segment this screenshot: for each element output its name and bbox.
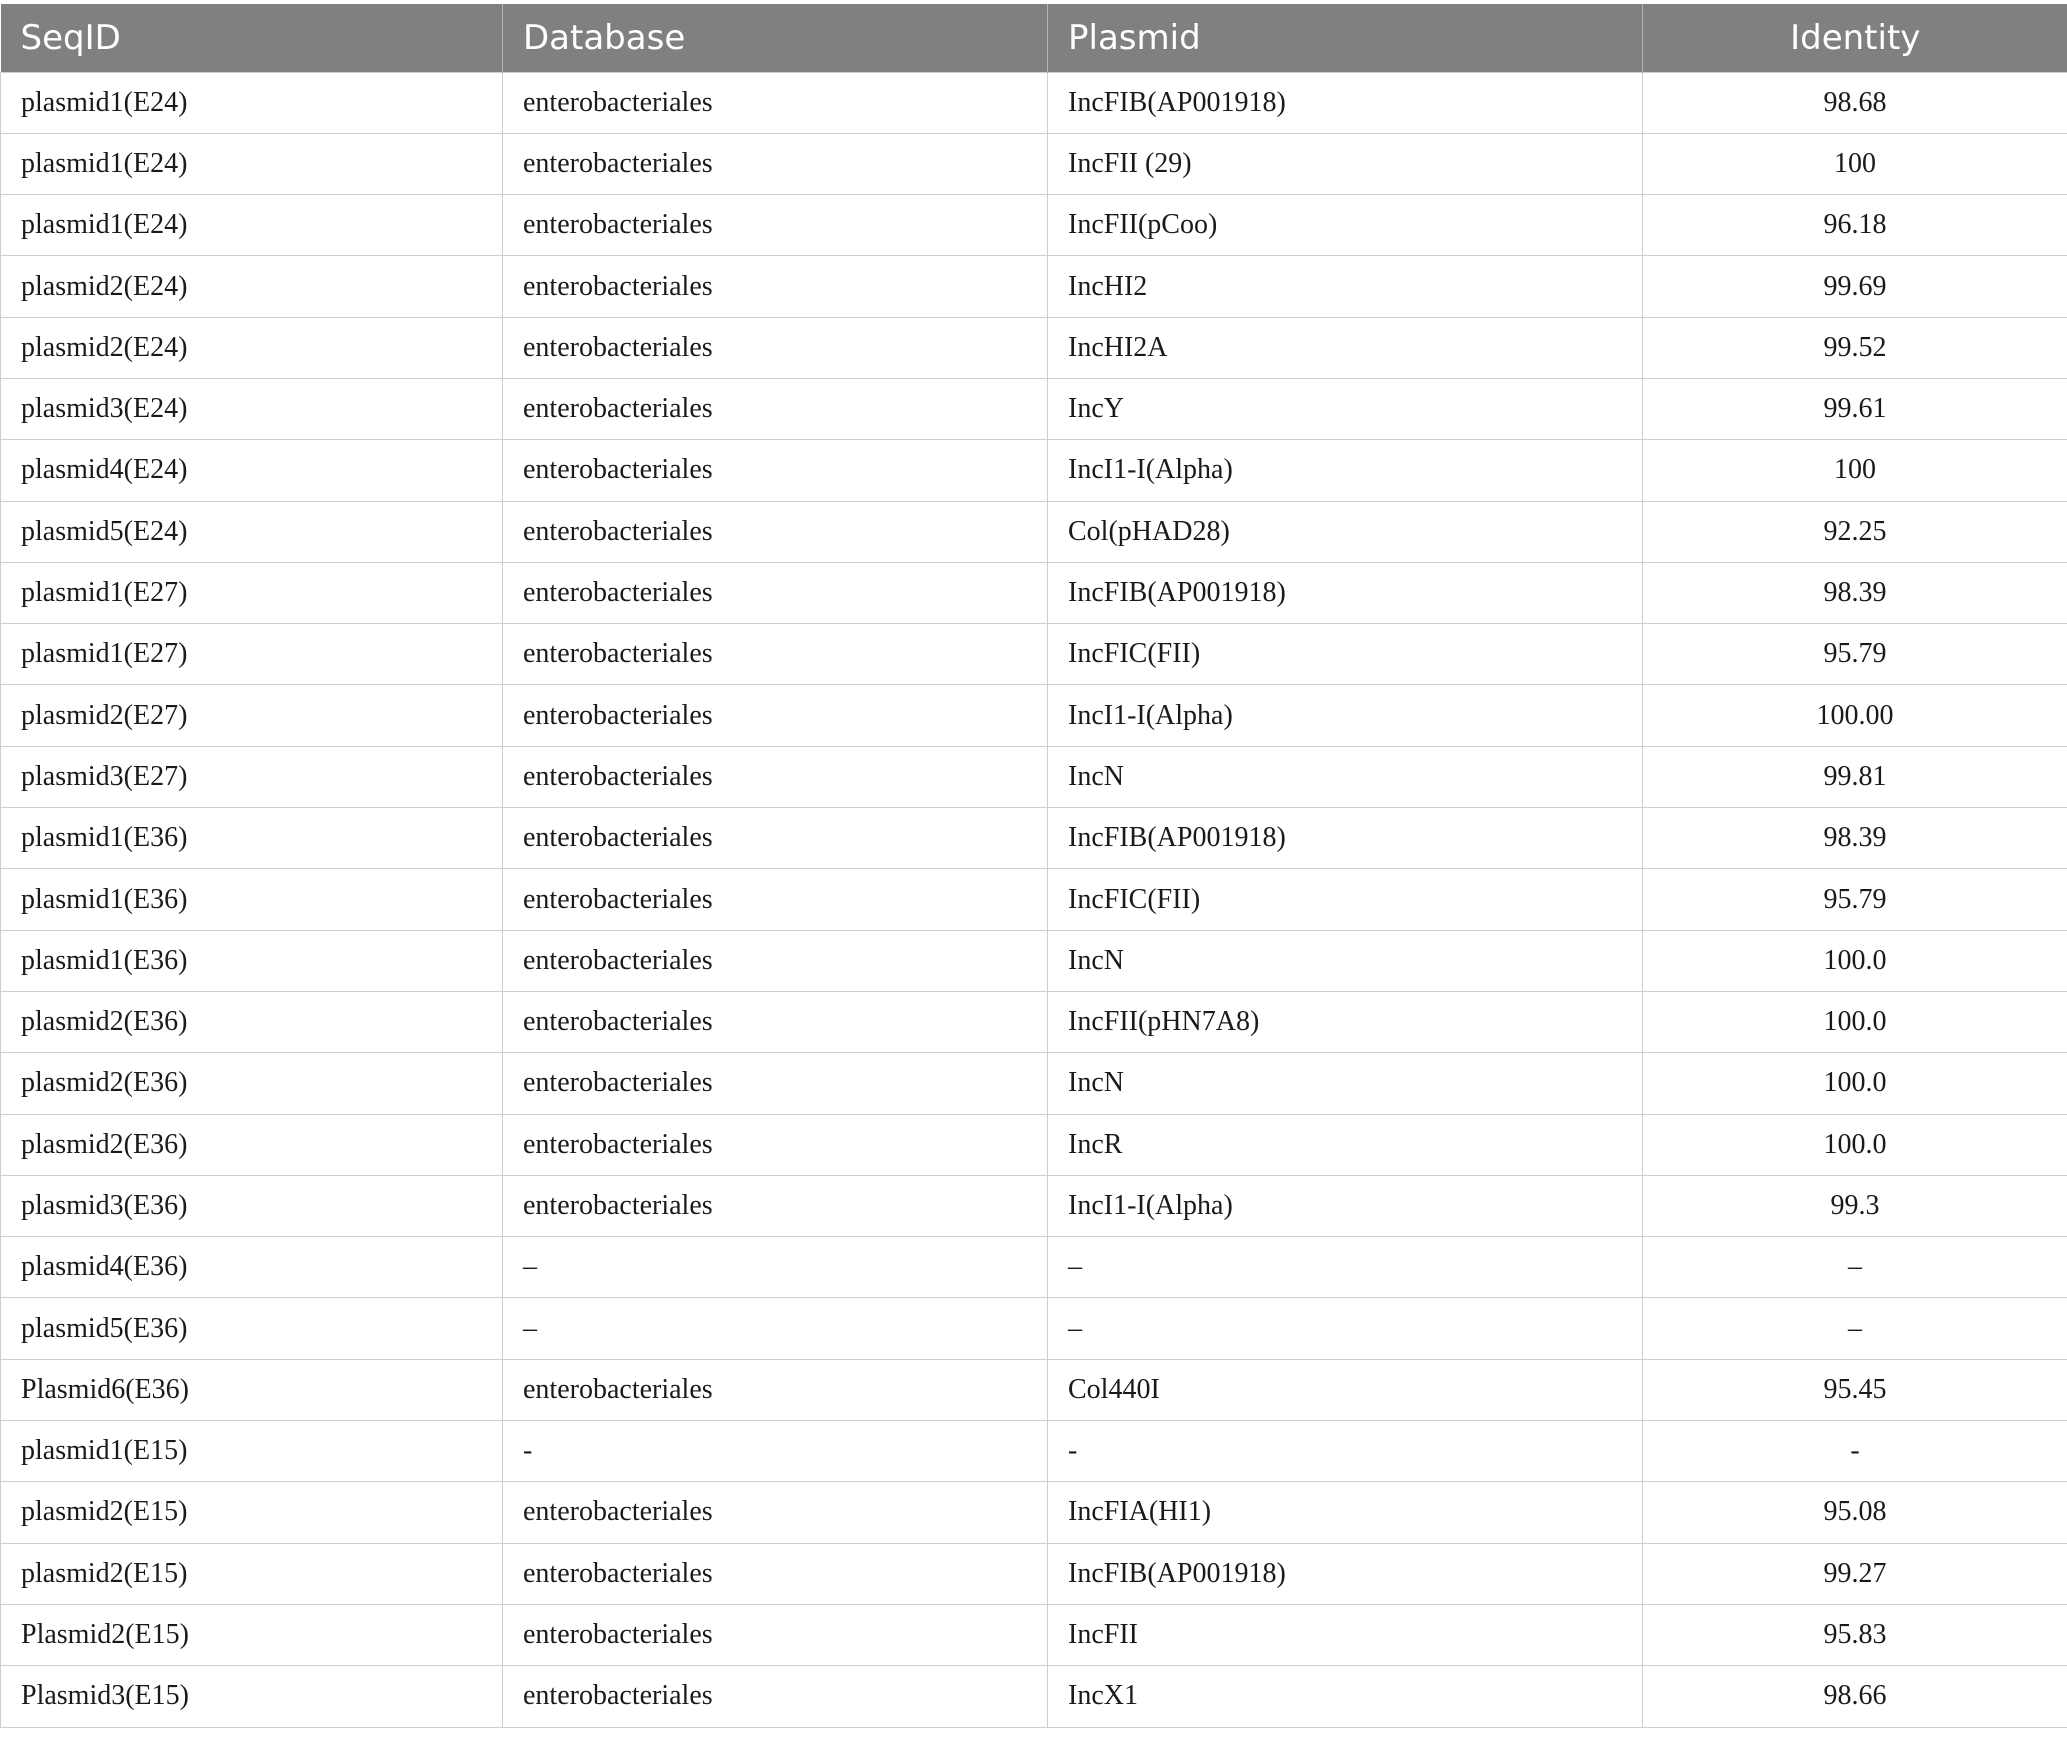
- cell-database: enterobacteriales: [503, 1175, 1048, 1236]
- cell-seqid: plasmid1(E24): [1, 195, 503, 256]
- cell-identity: 100.00: [1643, 685, 2067, 746]
- table-row: [1, 1604, 2067, 1665]
- header-plasmid: Plasmid: [1048, 4, 1643, 72]
- cell-database: enterobacteriales: [503, 746, 1048, 807]
- cell-database: enterobacteriales: [503, 624, 1048, 685]
- cell-database: enterobacteriales: [503, 133, 1048, 194]
- cell-plasmid: IncFIC(FII): [1048, 624, 1643, 685]
- table-row: [1, 1421, 2067, 1482]
- cell-identity: 100.0: [1643, 930, 2067, 991]
- table-row: [1, 869, 2067, 930]
- cell-seqid: Plasmid2(E15): [1, 1604, 503, 1665]
- table-row: [1, 562, 2067, 623]
- cell-plasmid: Col440I: [1048, 1359, 1643, 1420]
- cell-identity: 95.08: [1643, 1482, 2067, 1543]
- cell-seqid: plasmid2(E36): [1, 1053, 503, 1114]
- cell-identity: 98.39: [1643, 808, 2067, 869]
- table-row: [1, 1237, 2067, 1298]
- cell-identity: 96.18: [1643, 195, 2067, 256]
- cell-plasmid: IncI1-I(Alpha): [1048, 1175, 1643, 1236]
- cell-seqid: plasmid1(E24): [1, 72, 503, 133]
- cell-database: -: [503, 1421, 1048, 1482]
- cell-plasmid: IncFII (29): [1048, 133, 1643, 194]
- cell-database: enterobacteriales: [503, 440, 1048, 501]
- cell-identity: 100.0: [1643, 991, 2067, 1052]
- cell-database: enterobacteriales: [503, 562, 1048, 623]
- cell-database: enterobacteriales: [503, 1666, 1048, 1727]
- cell-identity: 99.69: [1643, 256, 2067, 317]
- table-row: [1, 808, 2067, 869]
- cell-seqid: plasmid2(E27): [1, 685, 503, 746]
- cell-seqid: plasmid2(E15): [1, 1482, 503, 1543]
- table-row: [1, 624, 2067, 685]
- cell-identity: 99.61: [1643, 378, 2067, 439]
- cell-plasmid: IncFIC(FII): [1048, 869, 1643, 930]
- cell-seqid: plasmid1(E15): [1, 1421, 503, 1482]
- cell-seqid: plasmid1(E36): [1, 869, 503, 930]
- cell-plasmid: –: [1048, 1298, 1643, 1359]
- table-row: [1, 1543, 2067, 1604]
- table-row: [1, 1359, 2067, 1420]
- cell-identity: -: [1643, 1421, 2067, 1482]
- cell-identity: 95.83: [1643, 1604, 2067, 1665]
- table-row: [1, 1053, 2067, 1114]
- cell-plasmid: IncFII(pHN7A8): [1048, 991, 1643, 1052]
- table-row: [1, 746, 2067, 807]
- cell-seqid: plasmid2(E24): [1, 317, 503, 378]
- cell-plasmid: IncR: [1048, 1114, 1643, 1175]
- cell-plasmid: IncFIB(AP001918): [1048, 72, 1643, 133]
- cell-identity: 95.79: [1643, 869, 2067, 930]
- cell-plasmid: IncFII(pCoo): [1048, 195, 1643, 256]
- cell-plasmid: IncI1-I(Alpha): [1048, 440, 1643, 501]
- table-body: [1, 72, 2067, 1727]
- cell-database: enterobacteriales: [503, 195, 1048, 256]
- cell-seqid: Plasmid6(E36): [1, 1359, 503, 1420]
- cell-identity: 100: [1643, 133, 2067, 194]
- cell-plasmid: IncFIB(AP001918): [1048, 562, 1643, 623]
- header-identity: Identity: [1643, 4, 2067, 72]
- table-row: [1, 378, 2067, 439]
- table-row: [1, 685, 2067, 746]
- cell-database: enterobacteriales: [503, 72, 1048, 133]
- cell-seqid: plasmid2(E36): [1, 991, 503, 1052]
- cell-plasmid: –: [1048, 1237, 1643, 1298]
- cell-seqid: plasmid3(E36): [1, 1175, 503, 1236]
- cell-database: enterobacteriales: [503, 378, 1048, 439]
- cell-plasmid: IncFIB(AP001918): [1048, 1543, 1643, 1604]
- cell-plasmid: IncHI2A: [1048, 317, 1643, 378]
- table-row: [1, 256, 2067, 317]
- cell-plasmid: IncHI2: [1048, 256, 1643, 317]
- cell-plasmid: Col(pHAD28): [1048, 501, 1643, 562]
- cell-seqid: plasmid1(E36): [1, 930, 503, 991]
- plasmid-table: [0, 4, 2067, 1728]
- cell-plasmid: IncFIA(HI1): [1048, 1482, 1643, 1543]
- cell-seqid: plasmid3(E24): [1, 378, 503, 439]
- cell-database: enterobacteriales: [503, 501, 1048, 562]
- table-row: [1, 1666, 2067, 1727]
- cell-plasmid: IncX1: [1048, 1666, 1643, 1727]
- cell-database: enterobacteriales: [503, 256, 1048, 317]
- cell-plasmid: -: [1048, 1421, 1643, 1482]
- cell-seqid: plasmid1(E27): [1, 562, 503, 623]
- cell-identity: 95.45: [1643, 1359, 2067, 1420]
- cell-database: enterobacteriales: [503, 930, 1048, 991]
- cell-plasmid: IncFIB(AP001918): [1048, 808, 1643, 869]
- table-row: [1, 1482, 2067, 1543]
- cell-seqid: plasmid5(E24): [1, 501, 503, 562]
- table-row: [1, 501, 2067, 562]
- cell-database: –: [503, 1298, 1048, 1359]
- cell-database: –: [503, 1237, 1048, 1298]
- cell-seqid: plasmid5(E36): [1, 1298, 503, 1359]
- cell-identity: –: [1643, 1237, 2067, 1298]
- cell-seqid: plasmid4(E24): [1, 440, 503, 501]
- cell-database: enterobacteriales: [503, 1482, 1048, 1543]
- cell-database: enterobacteriales: [503, 685, 1048, 746]
- table-row: [1, 991, 2067, 1052]
- cell-identity: 98.66: [1643, 1666, 2067, 1727]
- cell-identity: 100: [1643, 440, 2067, 501]
- cell-identity: 95.79: [1643, 624, 2067, 685]
- cell-database: enterobacteriales: [503, 869, 1048, 930]
- header-row: [1, 4, 2067, 72]
- cell-identity: 99.52: [1643, 317, 2067, 378]
- cell-seqid: plasmid3(E27): [1, 746, 503, 807]
- cell-database: enterobacteriales: [503, 317, 1048, 378]
- table-row: [1, 317, 2067, 378]
- table-row: [1, 1175, 2067, 1236]
- cell-seqid: plasmid2(E24): [1, 256, 503, 317]
- cell-plasmid: IncN: [1048, 746, 1643, 807]
- cell-identity: 99.81: [1643, 746, 2067, 807]
- cell-seqid: plasmid2(E15): [1, 1543, 503, 1604]
- cell-seqid: plasmid1(E24): [1, 133, 503, 194]
- table-row: [1, 1298, 2067, 1359]
- cell-seqid: plasmid1(E36): [1, 808, 503, 869]
- cell-database: enterobacteriales: [503, 1359, 1048, 1420]
- cell-database: enterobacteriales: [503, 808, 1048, 869]
- cell-identity: 99.27: [1643, 1543, 2067, 1604]
- table-row: [1, 195, 2067, 256]
- cell-seqid: plasmid4(E36): [1, 1237, 503, 1298]
- cell-database: enterobacteriales: [503, 1604, 1048, 1665]
- table-row: [1, 440, 2067, 501]
- cell-identity: 92.25: [1643, 501, 2067, 562]
- cell-identity: 100.0: [1643, 1053, 2067, 1114]
- cell-database: enterobacteriales: [503, 1543, 1048, 1604]
- cell-identity: 99.3: [1643, 1175, 2067, 1236]
- cell-identity: 100.0: [1643, 1114, 2067, 1175]
- cell-seqid: plasmid1(E27): [1, 624, 503, 685]
- plasmid-table-container: [0, 4, 2067, 1728]
- cell-identity: 98.68: [1643, 72, 2067, 133]
- cell-seqid: plasmid2(E36): [1, 1114, 503, 1175]
- header-seqid: SeqID: [1, 4, 503, 72]
- cell-database: enterobacteriales: [503, 1053, 1048, 1114]
- header-database: Database: [503, 4, 1048, 72]
- cell-plasmid: IncN: [1048, 930, 1643, 991]
- cell-database: enterobacteriales: [503, 1114, 1048, 1175]
- cell-identity: –: [1643, 1298, 2067, 1359]
- cell-plasmid: IncY: [1048, 378, 1643, 439]
- cell-identity: 98.39: [1643, 562, 2067, 623]
- table-header: [1, 4, 2067, 72]
- table-row: [1, 930, 2067, 991]
- table-row: [1, 72, 2067, 133]
- table-row: [1, 133, 2067, 194]
- cell-plasmid: IncI1-I(Alpha): [1048, 685, 1643, 746]
- table-row: [1, 1114, 2067, 1175]
- cell-seqid: Plasmid3(E15): [1, 1666, 503, 1727]
- cell-plasmid: IncFII: [1048, 1604, 1643, 1665]
- cell-database: enterobacteriales: [503, 991, 1048, 1052]
- cell-plasmid: IncN: [1048, 1053, 1643, 1114]
